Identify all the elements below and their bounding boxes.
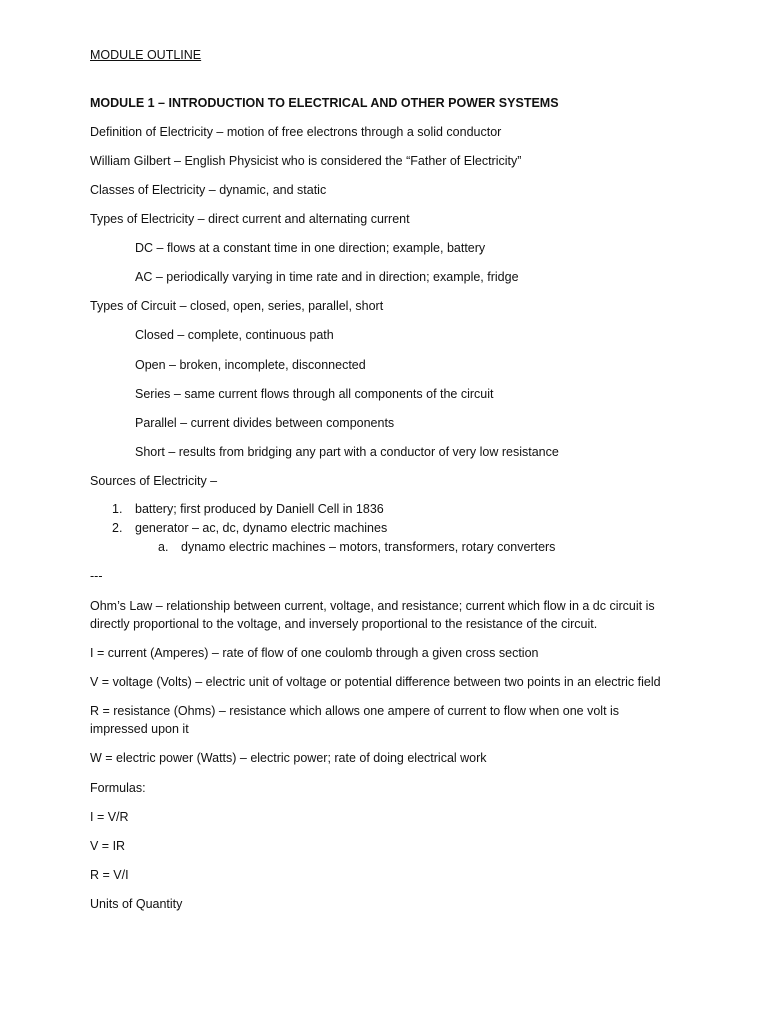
types-electricity-line: Types of Electricity – direct current and alternating current <box>90 212 410 226</box>
formulas-label: Formulas: <box>90 781 146 795</box>
types-circuit-line: Types of Circuit – closed, open, series, parallel, short <box>90 299 384 313</box>
list-marker: 1. <box>112 502 123 516</box>
formula-line: I = V/R <box>90 810 129 824</box>
formula-line: R = V/I <box>90 868 129 882</box>
ohms-law-paragraph: Ohm’s Law – relationship between current, voltage, and resistance; current which flow in a dc circuit is directly proportional to the voltage, and inversely proportional to the resistance of the circuit. <box>90 599 655 631</box>
sub-list-item: dynamo electric machines – motors, transformers, rotary converters <box>181 540 556 554</box>
ac-line: AC – periodically varying in time rate and in direction; example, fridge <box>135 270 519 284</box>
short-line: Short – results from bridging any part with a conductor of very low resistance <box>135 445 559 459</box>
parallel-line: Parallel – current divides between components <box>135 416 395 430</box>
classes-line: Classes of Electricity – dynamic, and static <box>90 183 327 197</box>
voltage-definition: V = voltage (Volts) – electric unit of voltage or potential difference between two points in an electric field <box>90 675 661 689</box>
sources-line: Sources of Electricity – <box>90 474 218 488</box>
list-item: battery; first produced by Daniell Cell in 1836 <box>135 502 384 516</box>
outline-title: MODULE OUTLINE <box>90 48 202 62</box>
formula-line: V = IR <box>90 839 126 853</box>
sub-list-marker: a. <box>158 540 169 554</box>
resistance-definition: R = resistance (Ohms) – resistance which allows one ampere of current to flow when one volt is impressed upon it <box>90 704 620 736</box>
definition-line: Definition of Electricity – motion of free electrons through a solid conductor <box>90 125 502 139</box>
power-definition: W = electric power (Watts) – electric power; rate of doing electrical work <box>90 751 487 765</box>
list-item: generator – ac, dc, dynamo electric machines <box>135 521 388 535</box>
open-line: Open – broken, incomplete, disconnected <box>135 358 366 372</box>
units-label: Units of Quantity <box>90 897 183 911</box>
closed-line: Closed – complete, continuous path <box>135 328 334 342</box>
list-marker: 2. <box>112 521 123 535</box>
series-line: Series – same current flows through all components of the circuit <box>135 387 494 401</box>
module-heading: MODULE 1 – INTRODUCTION TO ELECTRICAL AND OTHER POWER SYSTEMS <box>90 96 559 110</box>
gilbert-line: William Gilbert – English Physicist who is considered the “Father of Electricity” <box>90 154 522 168</box>
separator: --- <box>90 569 103 583</box>
current-definition: I = current (Amperes) – rate of flow of one coulomb through a given cross section <box>90 646 539 660</box>
dc-line: DC – flows at a constant time in one direction; example, battery <box>135 241 486 255</box>
